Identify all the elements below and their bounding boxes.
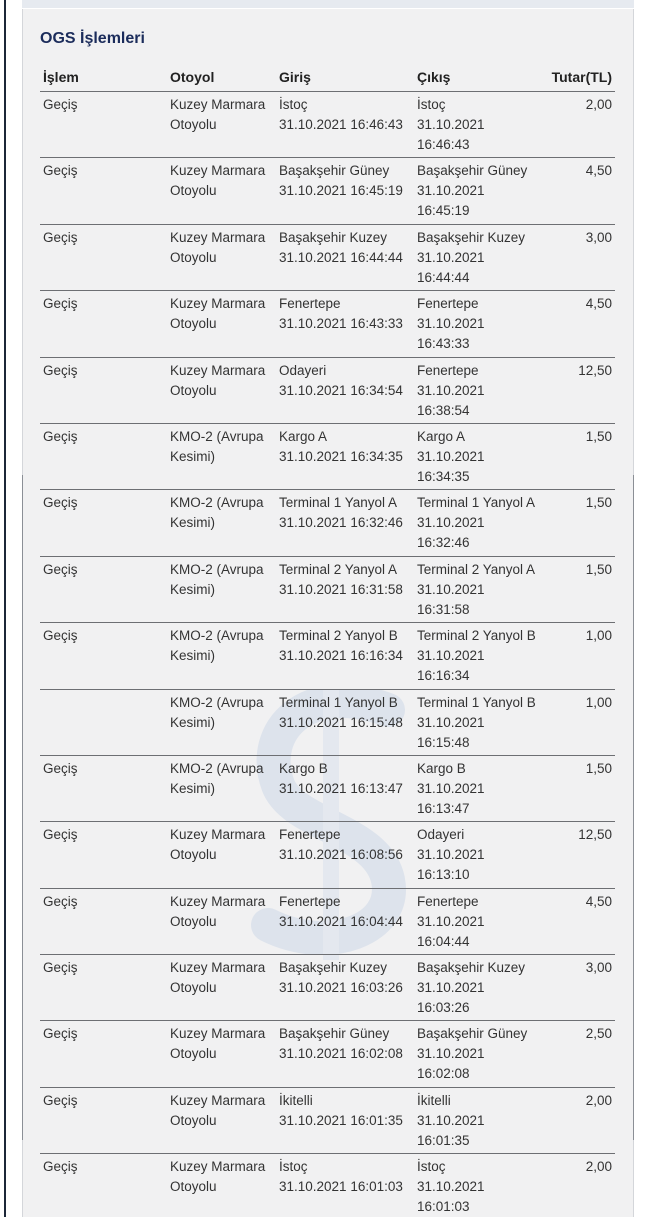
islem-text: Geçiş: [43, 296, 78, 312]
cikis-date: 31.10.2021: [417, 980, 485, 996]
table-row[interactable]: [40, 888, 615, 954]
table-row[interactable]: [40, 91, 615, 157]
table-row[interactable]: [40, 224, 615, 290]
cikis-time: 16:02:08: [417, 1066, 470, 1082]
cell-islem: [43, 825, 78, 845]
cell-islem: [43, 427, 78, 447]
table-row[interactable]: [40, 1087, 615, 1153]
islem-text: Geçiş: [43, 760, 78, 776]
cell-islem: [43, 228, 78, 248]
cell-tutar: [586, 1024, 612, 1044]
giris-datetime: 31.10.2021 16:43:33: [279, 316, 403, 332]
cell-cikis: [417, 892, 552, 952]
giris-location: İstoç: [279, 97, 308, 112]
otoyol-line2: Kesimi): [170, 515, 216, 531]
cikis-date: 31.10.2021: [417, 780, 485, 796]
left-rule: [4, 0, 6, 1217]
col-header-giris: Giriş: [279, 69, 311, 85]
cikis-time: 16:01:35: [417, 1132, 470, 1148]
tutar-amount: 4,50: [585, 296, 612, 312]
cell-cikis: [417, 958, 552, 1018]
transactions-table: [40, 91, 615, 1220]
cell-giris: [279, 693, 414, 733]
giris-datetime: 31.10.2021 16:01:03: [279, 1179, 403, 1195]
table-row[interactable]: [40, 622, 615, 688]
cell-otoyol: [170, 161, 270, 201]
cell-tutar: [578, 825, 612, 845]
table-row[interactable]: [40, 290, 615, 356]
tutar-amount: 1,50: [585, 561, 612, 577]
cell-cikis: [417, 825, 552, 885]
cikis-time: 16:13:47: [417, 800, 470, 816]
islem-text: Geçiş: [43, 1159, 78, 1175]
cell-tutar: [586, 493, 612, 513]
cell-tutar: [586, 958, 612, 978]
otoyol-line2: Otoyolu: [170, 183, 217, 199]
giris-location: Odayeri: [279, 362, 327, 378]
cell-otoyol: [170, 759, 270, 799]
islem-text: Geçiş: [43, 893, 78, 909]
cikis-location: Terminal 1 Yanyol A: [417, 495, 536, 511]
cikis-location: Başakşehir Kuzey: [417, 960, 526, 976]
cell-cikis: [417, 1157, 552, 1217]
tutar-amount: 1,50: [585, 495, 612, 511]
table-row[interactable]: [40, 821, 615, 887]
giris-datetime: 31.10.2021 16:45:19: [279, 183, 403, 199]
col-header-tutar: Tutar(TL): [551, 69, 612, 85]
cell-giris: [279, 1024, 414, 1064]
islem-text: Geçiş: [43, 229, 78, 245]
giris-location: Terminal 2 Yanyol B: [279, 628, 398, 644]
cell-giris: [279, 1157, 414, 1197]
cell-otoyol: [170, 493, 270, 533]
giris-datetime: 31.10.2021 16:01:35: [279, 1112, 403, 1128]
giris-datetime: 31.10.2021 16:16:34: [279, 648, 403, 664]
cikis-date: 31.10.2021: [417, 913, 485, 929]
cell-islem: [43, 493, 78, 513]
cell-otoyol: [170, 626, 270, 666]
tutar-amount: 4,50: [585, 163, 612, 179]
otoyol-line1: Kuzey Marmara: [170, 362, 266, 378]
cell-otoyol: [170, 693, 270, 733]
top-strip: [22, 0, 634, 8]
giris-location: Kargo A: [279, 428, 328, 444]
cikis-location: Başakşehir Güney: [417, 1026, 528, 1042]
cell-cikis: [417, 626, 552, 686]
otoyol-line2: Kesimi): [170, 581, 216, 597]
cikis-location: Terminal 2 Yanyol A: [417, 561, 536, 577]
cell-islem: [43, 626, 78, 646]
islem-text: Geçiş: [43, 97, 78, 112]
cikis-location: İkitelli: [417, 1092, 451, 1108]
cell-giris: [279, 560, 414, 600]
giris-datetime: 31.10.2021 16:32:46: [279, 515, 403, 531]
tutar-amount: 2,50: [585, 1026, 612, 1042]
cell-cikis: [417, 693, 552, 753]
table-row[interactable]: [40, 489, 615, 555]
tutar-amount: 2,00: [585, 97, 612, 112]
cikis-date: 31.10.2021: [417, 448, 485, 464]
cell-cikis: [417, 1024, 552, 1084]
cell-giris: [279, 493, 414, 533]
cikis-date: 31.10.2021: [417, 581, 485, 597]
cikis-time: 16:01:03: [417, 1199, 470, 1215]
otoyol-line1: KMO-2 (Avrupa: [170, 694, 264, 710]
cikis-date: 31.10.2021: [417, 648, 485, 664]
otoyol-line2: Kesimi): [170, 448, 216, 464]
cell-otoyol: [170, 1157, 270, 1197]
giris-datetime: 31.10.2021 16:03:26: [279, 980, 403, 996]
otoyol-line2: Otoyolu: [170, 980, 217, 996]
cell-otoyol: [170, 1024, 270, 1064]
cell-otoyol: [170, 825, 270, 865]
section-title: OGS İşlemleri: [40, 30, 145, 47]
table-row[interactable]: [40, 689, 615, 755]
table-row[interactable]: [40, 1153, 615, 1219]
otoyol-line2: Otoyolu: [170, 382, 217, 398]
cell-giris: [279, 759, 414, 799]
tutar-amount: 1,00: [585, 694, 612, 710]
tutar-amount: 1,00: [585, 628, 612, 644]
cell-giris: [279, 427, 414, 467]
cell-tutar: [578, 361, 612, 381]
cell-giris: [279, 958, 414, 998]
otoyol-line2: Otoyolu: [170, 1046, 217, 1062]
otoyol-line2: Otoyolu: [170, 117, 217, 132]
otoyol-line2: Otoyolu: [170, 1112, 217, 1128]
cell-islem: [43, 1024, 78, 1044]
cell-islem: [43, 958, 78, 978]
otoyol-line1: Kuzey Marmara: [170, 229, 266, 245]
giris-datetime: 31.10.2021 16:15:48: [279, 714, 403, 730]
islem-text: Geçiş: [43, 495, 78, 511]
otoyol-line2: Otoyolu: [170, 249, 217, 265]
cell-giris: [279, 161, 414, 201]
cell-tutar: [586, 560, 612, 580]
cikis-date: 31.10.2021: [417, 847, 485, 863]
tutar-amount: 2,00: [585, 1159, 612, 1175]
card-edge: [22, 475, 23, 1140]
cell-otoyol: [170, 294, 270, 334]
table-row[interactable]: [40, 755, 615, 821]
cell-islem: [43, 161, 78, 181]
islem-text: Geçiş: [43, 1092, 78, 1108]
cell-otoyol: [170, 427, 270, 467]
cell-cikis: [417, 427, 552, 487]
table-row[interactable]: [40, 1020, 615, 1086]
giris-location: İkitelli: [279, 1092, 313, 1108]
giris-location: Fenertepe: [279, 827, 341, 843]
cikis-date: 31.10.2021: [417, 316, 485, 332]
islem-text: Geçiş: [43, 163, 78, 179]
cell-cikis: [417, 560, 552, 620]
tutar-amount: 12,50: [578, 827, 612, 843]
tutar-amount: 3,00: [585, 229, 612, 245]
otoyol-line2: Otoyolu: [170, 847, 217, 863]
cell-otoyol: [170, 1091, 270, 1131]
col-header-otoyol: Otoyol: [170, 69, 215, 85]
cikis-date: 31.10.2021: [417, 183, 485, 199]
cell-tutar: [586, 427, 612, 447]
cell-otoyol: [170, 361, 270, 401]
cikis-time: 16:46:43: [417, 137, 470, 152]
otoyol-line1: Kuzey Marmara: [170, 1159, 266, 1175]
giris-location: Terminal 1 Yanyol B: [279, 694, 398, 710]
cell-giris: [279, 95, 414, 135]
col-header-cikis: Çıkış: [417, 69, 451, 85]
cikis-location: Fenertepe: [417, 893, 479, 909]
cikis-time: 16:31:58: [417, 601, 470, 617]
giris-datetime: 31.10.2021 16:31:58: [279, 581, 403, 597]
giris-location: Kargo B: [279, 760, 328, 776]
cikis-time: 16:13:10: [417, 867, 470, 883]
cell-islem: [43, 95, 78, 115]
giris-datetime: 31.10.2021 16:46:43: [279, 117, 403, 132]
giris-location: Başakşehir Güney: [279, 163, 390, 179]
cell-tutar: [586, 892, 612, 912]
cell-islem: [43, 892, 78, 912]
cell-otoyol: [170, 958, 270, 998]
islem-text: Geçiş: [43, 827, 78, 843]
cell-tutar: [586, 1157, 612, 1177]
otoyol-line2: Otoyolu: [170, 913, 217, 929]
tutar-amount: 12,50: [578, 362, 612, 378]
cell-cikis: [417, 1091, 552, 1151]
giris-datetime: 31.10.2021 16:34:54: [279, 382, 403, 398]
cell-tutar: [586, 626, 612, 646]
otoyol-line1: KMO-2 (Avrupa: [170, 428, 264, 444]
islem-text: Geçiş: [43, 960, 78, 976]
cikis-time: 16:43:33: [417, 336, 470, 352]
cell-tutar: [586, 228, 612, 248]
cell-islem: [43, 759, 78, 779]
col-header-islem: İşlem: [43, 69, 79, 85]
cell-cikis: [417, 361, 552, 421]
cikis-time: 16:34:35: [417, 468, 470, 484]
otoyol-line1: Kuzey Marmara: [170, 296, 266, 312]
giris-datetime: 31.10.2021 16:44:44: [279, 249, 403, 265]
islem-text: Geçiş: [43, 428, 78, 444]
otoyol-line1: Kuzey Marmara: [170, 827, 266, 843]
cikis-time: 16:03:26: [417, 1000, 470, 1016]
cikis-date: 31.10.2021: [417, 249, 485, 265]
tutar-amount: 4,50: [585, 893, 612, 909]
cell-giris: [279, 892, 414, 932]
cell-cikis: [417, 161, 552, 221]
cikis-location: Terminal 2 Yanyol B: [417, 628, 536, 644]
otoyol-line2: Otoyolu: [170, 316, 217, 332]
otoyol-line1: KMO-2 (Avrupa: [170, 760, 264, 776]
cell-cikis: [417, 493, 552, 553]
cell-otoyol: [170, 560, 270, 600]
cikis-location: Başakşehir Güney: [417, 163, 528, 179]
cikis-location: İstoç: [417, 97, 446, 112]
cikis-location: Fenertepe: [417, 296, 479, 312]
cikis-time: 16:16:34: [417, 668, 470, 684]
otoyol-line1: Kuzey Marmara: [170, 97, 266, 112]
cikis-time: 16:04:44: [417, 933, 470, 949]
giris-location: Başakşehir Kuzey: [279, 960, 388, 976]
cell-cikis: [417, 759, 552, 819]
cell-tutar: [586, 693, 612, 713]
cikis-time: 16:32:46: [417, 535, 470, 551]
table-row[interactable]: [40, 357, 615, 423]
tutar-amount: 1,50: [585, 428, 612, 444]
table-row[interactable]: [40, 157, 615, 223]
table-row[interactable]: [40, 423, 615, 489]
card-edge: [633, 475, 634, 1140]
cikis-date: 31.10.2021: [417, 1112, 485, 1128]
otoyol-line2: Kesimi): [170, 714, 216, 730]
tutar-amount: 1,50: [585, 760, 612, 776]
cell-giris: [279, 361, 414, 401]
cell-tutar: [586, 1091, 612, 1111]
giris-location: Fenertepe: [279, 296, 341, 312]
cell-otoyol: [170, 892, 270, 932]
giris-datetime: 31.10.2021 16:08:56: [279, 847, 403, 863]
table-header: [40, 66, 615, 91]
cell-giris: [279, 294, 414, 334]
islem-text: Geçiş: [43, 561, 78, 577]
cikis-location: Başakşehir Kuzey: [417, 229, 526, 245]
otoyol-line1: Kuzey Marmara: [170, 1092, 266, 1108]
giris-location: Terminal 1 Yanyol A: [279, 495, 398, 511]
giris-location: İstoç: [279, 1159, 308, 1175]
cell-cikis: [417, 228, 552, 288]
cell-giris: [279, 626, 414, 666]
otoyol-line1: Kuzey Marmara: [170, 1026, 266, 1042]
cikis-location: Kargo A: [417, 428, 466, 444]
otoyol-line2: Kesimi): [170, 648, 216, 664]
cikis-date: 31.10.2021: [417, 1046, 485, 1062]
giris-location: Başakşehir Kuzey: [279, 229, 388, 245]
cikis-date: 31.10.2021: [417, 1179, 485, 1195]
islem-text: Geçiş: [43, 362, 78, 378]
cikis-time: 16:45:19: [417, 203, 470, 219]
otoyol-line2: Kesimi): [170, 780, 216, 796]
giris-datetime: 31.10.2021 16:04:44: [279, 913, 403, 929]
cell-islem: [43, 294, 78, 314]
table-row[interactable]: [40, 556, 615, 622]
cikis-location: İstoç: [417, 1159, 446, 1175]
cell-islem: [43, 361, 78, 381]
cell-islem: [43, 1091, 78, 1111]
islem-text: Geçiş: [43, 628, 78, 644]
cikis-date: 31.10.2021: [417, 515, 485, 531]
islem-text: Geçiş: [43, 1026, 78, 1042]
otoyol-line1: Kuzey Marmara: [170, 163, 266, 179]
cell-otoyol: [170, 228, 270, 268]
cikis-location: Kargo B: [417, 760, 466, 776]
otoyol-line1: KMO-2 (Avrupa: [170, 495, 264, 511]
cell-islem: [43, 560, 78, 580]
cell-tutar: [586, 759, 612, 779]
giris-datetime: 31.10.2021 16:34:35: [279, 448, 403, 464]
cell-tutar: [586, 161, 612, 181]
cell-otoyol: [170, 95, 270, 135]
cikis-date: 31.10.2021: [417, 117, 485, 132]
cell-cikis: [417, 294, 552, 354]
cikis-date: 31.10.2021: [417, 382, 485, 398]
cikis-location: Fenertepe: [417, 362, 479, 378]
cikis-time: 16:15:48: [417, 734, 470, 750]
tutar-amount: 2,00: [585, 1092, 612, 1108]
tutar-amount: 3,00: [585, 960, 612, 976]
cikis-time: 16:44:44: [417, 269, 470, 285]
otoyol-line1: Kuzey Marmara: [170, 960, 266, 976]
giris-location: Başakşehir Güney: [279, 1026, 390, 1042]
cell-tutar: [586, 95, 612, 115]
cell-giris: [279, 228, 414, 268]
cikis-time: 16:38:54: [417, 402, 470, 418]
cell-tutar: [586, 294, 612, 314]
otoyol-line1: KMO-2 (Avrupa: [170, 561, 264, 577]
cell-cikis: [417, 95, 552, 155]
giris-datetime: 31.10.2021 16:13:47: [279, 780, 403, 796]
cell-giris: [279, 1091, 414, 1131]
giris-datetime: 31.10.2021 16:02:08: [279, 1046, 403, 1062]
cell-giris: [279, 825, 414, 865]
cikis-date: 31.10.2021: [417, 714, 485, 730]
cell-islem: [43, 1157, 78, 1177]
giris-location: Fenertepe: [279, 893, 341, 909]
cikis-location: Terminal 1 Yanyol B: [417, 694, 536, 710]
otoyol-line1: Kuzey Marmara: [170, 893, 266, 909]
otoyol-line2: Otoyolu: [170, 1179, 217, 1195]
cikis-location: Odayeri: [417, 827, 465, 843]
table-row[interactable]: [40, 954, 615, 1020]
otoyol-line1: KMO-2 (Avrupa: [170, 628, 264, 644]
giris-location: Terminal 2 Yanyol A: [279, 561, 398, 577]
